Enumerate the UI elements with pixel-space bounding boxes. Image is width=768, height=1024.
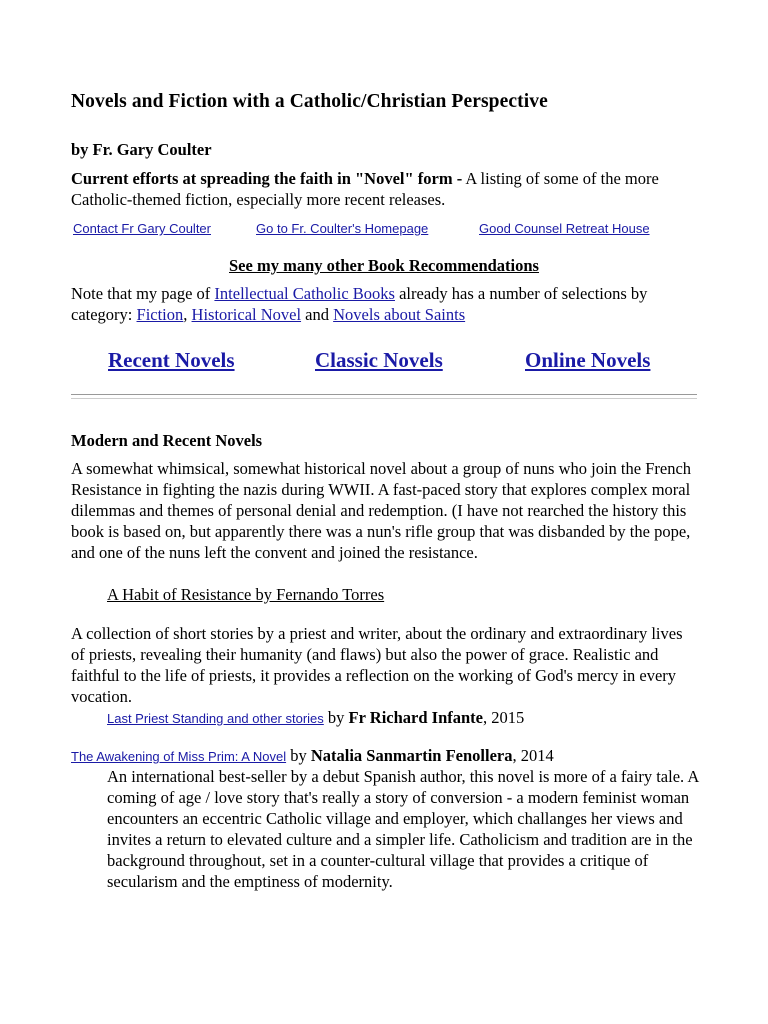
note-prefix: Note that my page of xyxy=(71,284,215,303)
intellectual-books-link[interactable]: Intellectual Catholic Books xyxy=(214,284,395,303)
intro-text: A listing of some of the more Catholic-themed fiction, especially more recent releases. xyxy=(71,169,659,209)
entry-2-citation xyxy=(107,707,524,729)
retreat-house-link[interactable]: Good Counsel Retreat House xyxy=(479,221,650,236)
other-recommendations xyxy=(0,255,768,276)
note-paragraph xyxy=(71,283,711,325)
entry-3-by: by xyxy=(286,746,311,765)
note-middle: already has a number of selections by category: xyxy=(71,284,648,324)
other-recommendations-link[interactable]: See my many other Book Recommendations xyxy=(229,256,539,275)
entry-2-by: by xyxy=(323,708,349,727)
entry-2-description: A collection of short stories by a priest and writer, about the ordinary and extraordinary lives of priests, revealing their humanity (and flaws) but also the power of grace. Realistic and faithful to the life of priests, it provides a reflection on the working of God's mercy in every vocation. xyxy=(71,624,683,706)
entry-2-author: Fr Richard Infante xyxy=(348,708,483,727)
note-sep1: , xyxy=(183,305,192,324)
byline: by Fr. Gary Coulter xyxy=(71,140,212,159)
fiction-link[interactable]: Fiction xyxy=(136,305,184,324)
historical-novel-link[interactable]: Historical Novel xyxy=(191,305,302,324)
entry-2-title-link[interactable]: Last Priest Standing and other stories xyxy=(107,711,324,726)
entry-3-description: An international best-seller by a debut Spanish author, this novel is more of a fairy tale. A coming of age / love story that's really a story of conversion - a modern feminist woman encounters an eccentric Catholic village and employer, which challanges her views and invites a return to elevated culture and a simpler life. Catholicism and tradition are in the background throughout, set in a counter-cultural village that provides a critique of secularism and the emptiness of modernity. xyxy=(107,767,699,891)
note-sep2: and xyxy=(301,305,334,324)
entry-3-author: Natalia Sanmartin Fenollera xyxy=(310,746,513,765)
entry-3-citation xyxy=(71,745,554,767)
classic-novels-link[interactable]: Classic Novels xyxy=(315,348,443,372)
intro-lead: Current efforts at spreading the faith in "Novel" form - xyxy=(71,169,463,188)
entry-3-title-link[interactable]: The Awakening of Miss Prim: A Novel xyxy=(71,749,287,764)
contact-link[interactable]: Contact Fr Gary Coulter xyxy=(73,221,211,236)
entry-3-year: , 2014 xyxy=(512,746,554,765)
novels-about-saints-link[interactable]: Novels about Saints xyxy=(333,305,466,324)
horizontal-divider xyxy=(71,394,697,399)
recent-novels-link[interactable]: Recent Novels xyxy=(108,348,235,372)
section-heading: Modern and Recent Novels xyxy=(71,431,263,450)
online-novels-link[interactable]: Online Novels xyxy=(525,348,651,372)
intro-paragraph xyxy=(71,168,711,210)
homepage-link[interactable]: Go to Fr. Coulter's Homepage xyxy=(256,221,429,236)
entry-1-title-link[interactable]: A Habit of Resistance by Fernando Torres xyxy=(107,585,385,604)
entry-1-title xyxy=(107,584,384,605)
entry-2-year: , 2015 xyxy=(483,708,525,727)
page-title: Novels and Fiction with a Catholic/Christian Perspective xyxy=(71,91,548,112)
entry-1-description: A somewhat whimsical, somewhat historical novel about a group of nuns who join the French Resistance in fighting the nazis during WWII. A fast-paced story that explores complex moral dilemmas and themes of personal denial and redemption. (I have not rearched the history this book is based on, but apparently there was a nun's rifle group that was disbanded by the pope, and one of the nuns left the convent and joined the resistance. xyxy=(71,459,692,562)
